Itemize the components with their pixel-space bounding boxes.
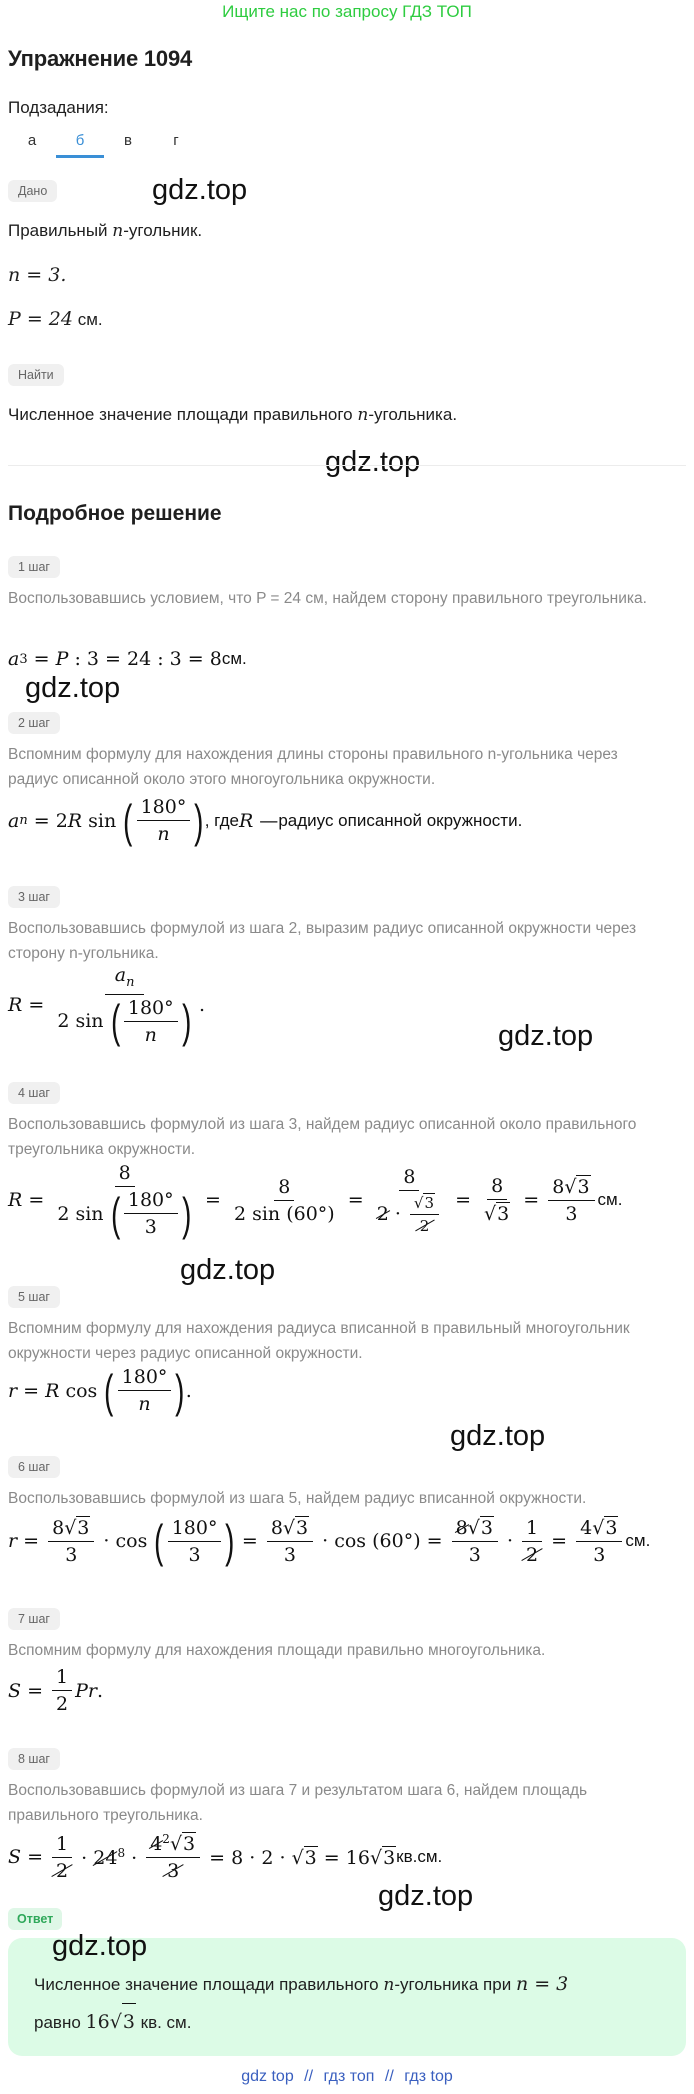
step-4-chip: 4 шаг bbox=[8, 1082, 60, 1104]
subtask-tabs bbox=[8, 128, 686, 162]
watermark: gdz.top bbox=[498, 1020, 594, 1052]
step-6-chip: 6 шаг bbox=[8, 1456, 60, 1478]
step-3-formula: R = $a_n$ 2 sin ( $\frac{180^\circ}{n}$ ) . bbox=[8, 964, 206, 1048]
watermark: gdz.top bbox=[325, 446, 421, 478]
watermark: gdz.top bbox=[450, 1420, 546, 1452]
step-6-formula: r = 8√ 3 3 · cos ( $\frac{180^\circ}{3}$ ) = 8√ 3 3 · cos (60°) = 8√ 3 3 · $\frac{1}{2}$ = 4√ 3 3 см. bbox=[8, 1515, 651, 1567]
search-banner[interactable]: Ищите нас по запросу ГДЗ ТОП bbox=[222, 2, 472, 21]
tab-v[interactable]: в bbox=[124, 132, 132, 149]
divider bbox=[8, 465, 686, 466]
step-7-formula: S = $\frac{1}{2}$ Pr . bbox=[8, 1666, 104, 1715]
watermark: gdz.top bbox=[152, 174, 248, 206]
find-text: Численное значение площади правильного n-угольника. bbox=[8, 405, 458, 425]
step-2-chip: 2 шаг bbox=[8, 712, 60, 734]
footer-link-gdz-top-ru[interactable]: гдз топ bbox=[323, 2068, 375, 2085]
step-6-text: Воспользовавшись формулой из шага 5, найдем радиус вписанной окружности. bbox=[8, 1490, 587, 1507]
tab-g[interactable]: г bbox=[173, 132, 179, 149]
footer-separator: // bbox=[304, 2068, 314, 2085]
solution-title: Подробное решение bbox=[8, 502, 222, 525]
step-5-text: Вспомним формулу для нахождения радиуса вписанной в правильный многоугольник окружности через радиус описанной окружности. bbox=[8, 1320, 630, 1362]
page-title: Упражнение 1094 bbox=[8, 46, 193, 71]
find-chip: Найти bbox=[8, 364, 64, 386]
watermark: gdz.top bbox=[378, 1880, 474, 1912]
answer-line-1: Численное значение площади правильного n-угольника при n = 3 bbox=[34, 1973, 569, 1995]
step-3-text: Воспользовавшись формулой из шага 2, выразим радиус описанной окружности через сторону n-угольника. bbox=[8, 920, 637, 962]
given-chip: Дано bbox=[8, 180, 57, 202]
step-8-chip: 8 шаг bbox=[8, 1748, 60, 1770]
step-8-formula: S = $\frac{1}{2}$ · $24^8$ · $4^2√$ 3 3 = 8 · 2 · √ 3 = 16√ 3 кв.см. bbox=[8, 1832, 443, 1883]
tab-b[interactable]: б bbox=[56, 128, 104, 158]
footer-link-gdz-top[interactable]: gdz top bbox=[241, 2068, 294, 2085]
step-4-formula: R = 8 2 sin ( $\frac{180^\circ}{3}$ ) = $\frac{8}{2 \sin (60^\circ)}$ = 8 2 · √ 3 2 = 8 √ 3 = 8√ 3 3 см. bbox=[8, 1162, 623, 1240]
step-3-chip: 3 шаг bbox=[8, 886, 60, 908]
step-4-text: Воспользовавшись формулой из шага 3, найдем радиус описанной около правильного треугольника окружности. bbox=[8, 1116, 637, 1158]
step-7-text: Вспомним формулу для нахождения площади правильно многоугольника. bbox=[8, 1642, 546, 1659]
given-line-1: Правильный n-угольник. bbox=[8, 221, 203, 241]
footer-link-gdz-top-mixed[interactable]: гдз top bbox=[404, 2068, 453, 2085]
step-7-chip: 7 шаг bbox=[8, 1608, 60, 1630]
step-1-chip: 1 шаг bbox=[8, 556, 60, 578]
watermark: gdz.top bbox=[180, 1254, 276, 1286]
step-8-text: Воспользовавшись формулой из шага 7 и результатом шага 6, найдем площадь правильного треугольника. bbox=[8, 1782, 588, 1824]
subtasks-label: Подзадания: bbox=[8, 98, 109, 117]
step-2-text: Вспомним формулу для нахождения длины стороны правильного n-угольника через радиус описанной около этого многоугольника окружности. bbox=[8, 746, 618, 788]
tab-a[interactable]: а bbox=[27, 132, 37, 149]
step-1-text: Воспользовавшись условием, что P = 24 см, найдем сторону правильного треугольника. bbox=[8, 590, 647, 607]
given-line-3: P = 24 см. bbox=[8, 308, 103, 330]
step-5-chip: 5 шаг bbox=[8, 1286, 60, 1308]
step-1-formula: a 3 = P : 3 = 24 : 3 = 8 см. bbox=[8, 648, 247, 670]
footer-separator: // bbox=[384, 2068, 394, 2085]
watermark: gdz.top bbox=[25, 672, 121, 704]
step-5-formula: r = R cos ( $\frac{180^\circ}{n}$ ) . bbox=[8, 1364, 192, 1417]
watermark: gdz.top bbox=[52, 1930, 148, 1962]
step-2-formula: a n = 2 R sin ( $\frac{180^\circ}{n}$ ) , где R — радиус описанной окружности. bbox=[8, 794, 523, 847]
footer-links bbox=[0, 2068, 694, 2086]
answer-line-2: равно 16√ 3 кв. см. bbox=[34, 2003, 660, 2041]
answer-chip: Ответ bbox=[8, 1908, 62, 1930]
given-line-2: n = 3. bbox=[8, 264, 67, 286]
